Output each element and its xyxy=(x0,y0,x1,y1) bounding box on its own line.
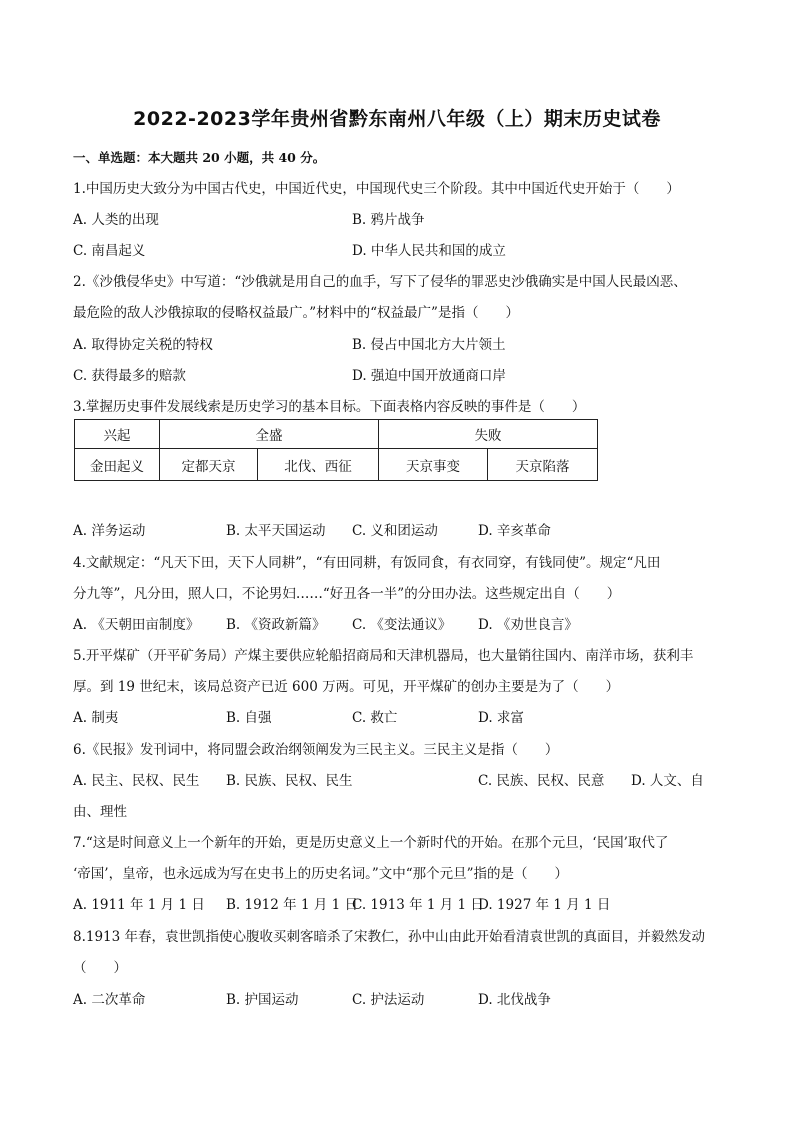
question-7-stem-line2: ‘帝国’，皇帝，也永远成为写在史书上的历史名词。”文中“那个元旦”指的是（ ） xyxy=(73,866,569,882)
question-3-option-d: D. 辛亥革命 xyxy=(478,523,551,539)
table-header-cell: 失败 xyxy=(379,420,598,449)
table-cell: 定都天京 xyxy=(160,449,258,481)
question-8-option-b: B. 护国运动 xyxy=(226,992,299,1008)
question-6-stem: 6.《民报》发刊词中，将同盟会政治纲领阐发为三民主义。三民主义是指（ ） xyxy=(73,742,559,758)
question-2-stem-line2: 最危险的敌人沙俄掠取的侵略权益最广。”材料中的“权益最广”是指（ ） xyxy=(73,305,519,321)
exam-title: 2022-2023学年贵州省黔东南州八年级（上）期末历史试卷 xyxy=(133,108,661,130)
table-row xyxy=(75,420,598,449)
question-1-option-b: B. 鸦片战争 xyxy=(352,212,425,228)
question-5-option-a: A. 制夷 xyxy=(73,710,119,726)
question-1-option-d: D. 中华人民共和国的成立 xyxy=(352,243,506,259)
event-table xyxy=(74,419,598,481)
question-4-stem-line1: 4.文献规定：“凡天下田，天下人同耕”，“有田同耕，有饭同食，有衣同穿，有钱同使”。规定“凡田 xyxy=(73,555,661,571)
question-1-option-c: C. 南昌起义 xyxy=(73,243,146,259)
question-7-option-a: A. 1911 年 1 月 1 日 xyxy=(73,897,205,913)
question-2-stem-line1: 2.《沙俄侵华史》中写道：“沙俄就是用自己的血手，写下了侵华的罪恶史沙俄确实是中国人民最凶恶、 xyxy=(73,274,687,290)
question-2-option-a: A. 取得协定关税的特权 xyxy=(73,337,213,353)
question-2-option-c: C. 获得最多的赔款 xyxy=(73,368,186,384)
question-4-option-c: C. 《变法通议》 xyxy=(352,617,452,633)
question-7-option-b: B. 1912 年 1 月 1 日 xyxy=(226,897,358,913)
question-5-option-d: D. 求富 xyxy=(478,710,524,726)
question-5-stem-line2: 厚。到 19 世纪末，该局总资产已近 600 万两。可见，开平煤矿的创办主要是为了（ ） xyxy=(73,679,620,695)
question-6-option-d-continued: 由、理性 xyxy=(73,804,127,820)
table-cell: 北伐、西征 xyxy=(258,449,379,481)
question-2-option-b: B. 侵占中国北方大片领土 xyxy=(352,337,506,353)
question-8-option-d: D. 北伐战争 xyxy=(478,992,551,1008)
question-8-option-a: A. 二次革命 xyxy=(73,992,146,1008)
table-row xyxy=(75,449,598,481)
table-cell: 天京事变 xyxy=(379,449,488,481)
table-cell: 天京陷落 xyxy=(488,449,598,481)
question-8-stem-line1: 8.1913 年春，袁世凯指使心腹收买刺客暗杀了宋教仁，孙中山由此开始看清袁世凯的真面目，并毅然发动 xyxy=(73,929,706,945)
question-7-option-d: D. 1927 年 1 月 1 日 xyxy=(478,897,611,913)
table-header-cell: 兴起 xyxy=(75,420,160,449)
question-6-option-c: C. 民族、民权、民意 xyxy=(478,773,605,789)
question-3-stem: 3.掌握历史事件发展线索是历史学习的基本目标。下面表格内容反映的事件是（ ） xyxy=(73,399,586,415)
question-2-option-d: D. 强迫中国开放通商口岸 xyxy=(352,368,506,384)
question-5-option-c: C. 救亡 xyxy=(352,710,398,726)
question-8-stem-line2: （ ） xyxy=(73,960,127,976)
table-header-cell: 全盛 xyxy=(160,420,379,449)
question-6-option-d: D. 人文、自 xyxy=(631,773,704,789)
question-7-stem-line1: 7.“这是时间意义上一个新年的开始，更是历史意义上一个新时代的开始。在那个元旦，‘民国’取代了 xyxy=(73,835,669,851)
question-3-option-c: C. 义和团运动 xyxy=(352,523,438,539)
question-8-option-c: C. 护法运动 xyxy=(352,992,425,1008)
question-4-option-d: D. 《劝世良言》 xyxy=(478,617,578,633)
question-6-option-a: A. 民主、民权、民生 xyxy=(73,773,200,789)
question-7-option-c: C. 1913 年 1 月 1 日 xyxy=(352,897,484,913)
question-3-option-a: A. 洋务运动 xyxy=(73,523,146,539)
question-3-option-b: B. 太平天国运动 xyxy=(226,523,326,539)
question-1-stem: 1.中国历史大致分为中国古代史，中国近代史，中国现代史三个阶段。其中中国近代史开始于（ ） xyxy=(73,181,680,197)
question-5-stem-line1: 5.开平煤矿（开平矿务局）产煤主要供应轮船招商局和天津机器局，也大量销往国内、南洋市场，获利丰 xyxy=(73,648,694,664)
question-4-option-b: B. 《资政新篇》 xyxy=(226,617,326,633)
question-1-option-a: A. 人类的出现 xyxy=(73,212,159,228)
table-cell: 金田起义 xyxy=(75,449,160,481)
question-5-option-b: B. 自强 xyxy=(226,710,272,726)
question-6-option-b: B. 民族、民权、民生 xyxy=(226,773,353,789)
question-4-stem-line2: 分九等”，凡分田，照人口，不论男妇……“好丑各一半”的分田办法。这些规定出自（ ） xyxy=(73,586,621,602)
section-heading: 一、单选题：本大题共 20 小题，共 40 分。 xyxy=(73,150,326,165)
question-4-option-a: A. 《天朝田亩制度》 xyxy=(73,617,200,633)
